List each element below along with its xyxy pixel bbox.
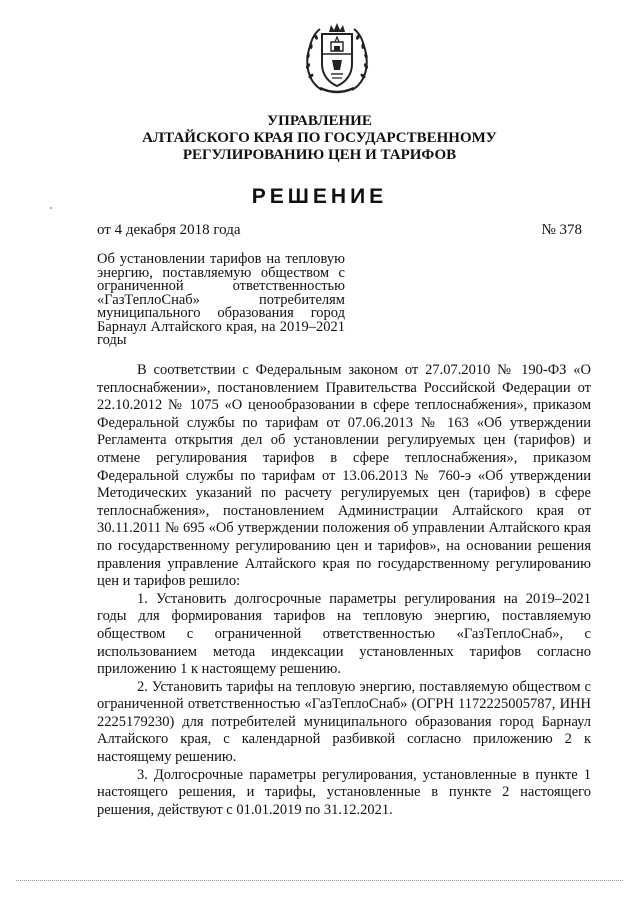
document-type-title: РЕШЕНИЕ xyxy=(251,185,388,208)
page-bottom-border xyxy=(16,880,623,881)
margin-dot xyxy=(50,207,52,209)
coat-of-arms-emblem xyxy=(302,20,372,96)
decision-item-1: 1. Установить долгосрочные параметры регулирования на 2019–2021 годы для формирования тарифов на тепловую энергию, поставляемую обществом с ограниченной ответственностью «ГазТеплоСнаб», с использованием метода индексации установленных тарифов согласно приложению 1 к настоящему решению. xyxy=(97,590,591,678)
document-number: № 378 xyxy=(541,222,582,238)
document-body xyxy=(97,362,591,819)
agency-name xyxy=(60,113,579,164)
agency-name-line: РЕГУЛИРОВАНИЮ ЦЕН И ТАРИФОВ xyxy=(182,147,457,163)
agency-name-line: УПРАВЛЕНИЕ xyxy=(267,113,372,129)
document-date: от 4 декабря 2018 года xyxy=(97,222,241,238)
agency-name-line: АЛТАЙСКОГО КРАЯ ПО ГОСУДАРСТВЕННОМУ xyxy=(142,130,497,146)
preamble-paragraph: В соответствии с Федеральным законом от 27.07.2010 № 190-ФЗ «О теплоснабжении», постановлением Правительства Российской Федерации от 22.10.2012 № 1075 «О ценообразовании в сфере теплоснабжения», приказом Федеральной службы по тарифам от 07.06.2013 № 163 «Об утверждении Регламента открытия дел об установлении регулируемых цен (тарифов) и отмене регулирования тарифов в сфере теплоснабжения», приказом Федеральной службы по тарифам от 13.06.2013 № 760-э «Об утверждении Методических указаний по расчету регулируемых цен (тарифов) в сфере теплоснабжения», постановлением Администрации Алтайского края от 30.11.2011 № 695 «Об утверждении положения об управлении Алтайского края по государственному регулированию цен и тарифов», на основании решения правления управление Алтайского края по государственному регулированию цен и тарифов решило: xyxy=(97,362,591,590)
decision-item-3: 3. Долгосрочные параметры регулирования, установленные в пункте 1 настоящего решения, и тарифы, установленные в пункте 2 настоящего решения, действуют с 01.01.2019 по 31.12.2021. xyxy=(97,766,591,818)
decision-item-2: 2. Установить тарифы на тепловую энергию, поставляемую обществом с ограниченной ответственностью «ГазТеплоСнаб» (ОГРН 1172225005787, ИНН 2225179230) для потребителей муниципального образования город Барнаул Алтайского края, с календарной разбивкой согласно приложению 2 к настоящему решению. xyxy=(97,678,591,766)
document-subject: Об установлении тарифов на тепловую энергию, поставляемую обществом с ограниченной ответственностью «ГазТеплоСнаб» потребителям муниципального образования город Барнаул Алтайского края, на 2019–2021 годы xyxy=(97,251,345,348)
